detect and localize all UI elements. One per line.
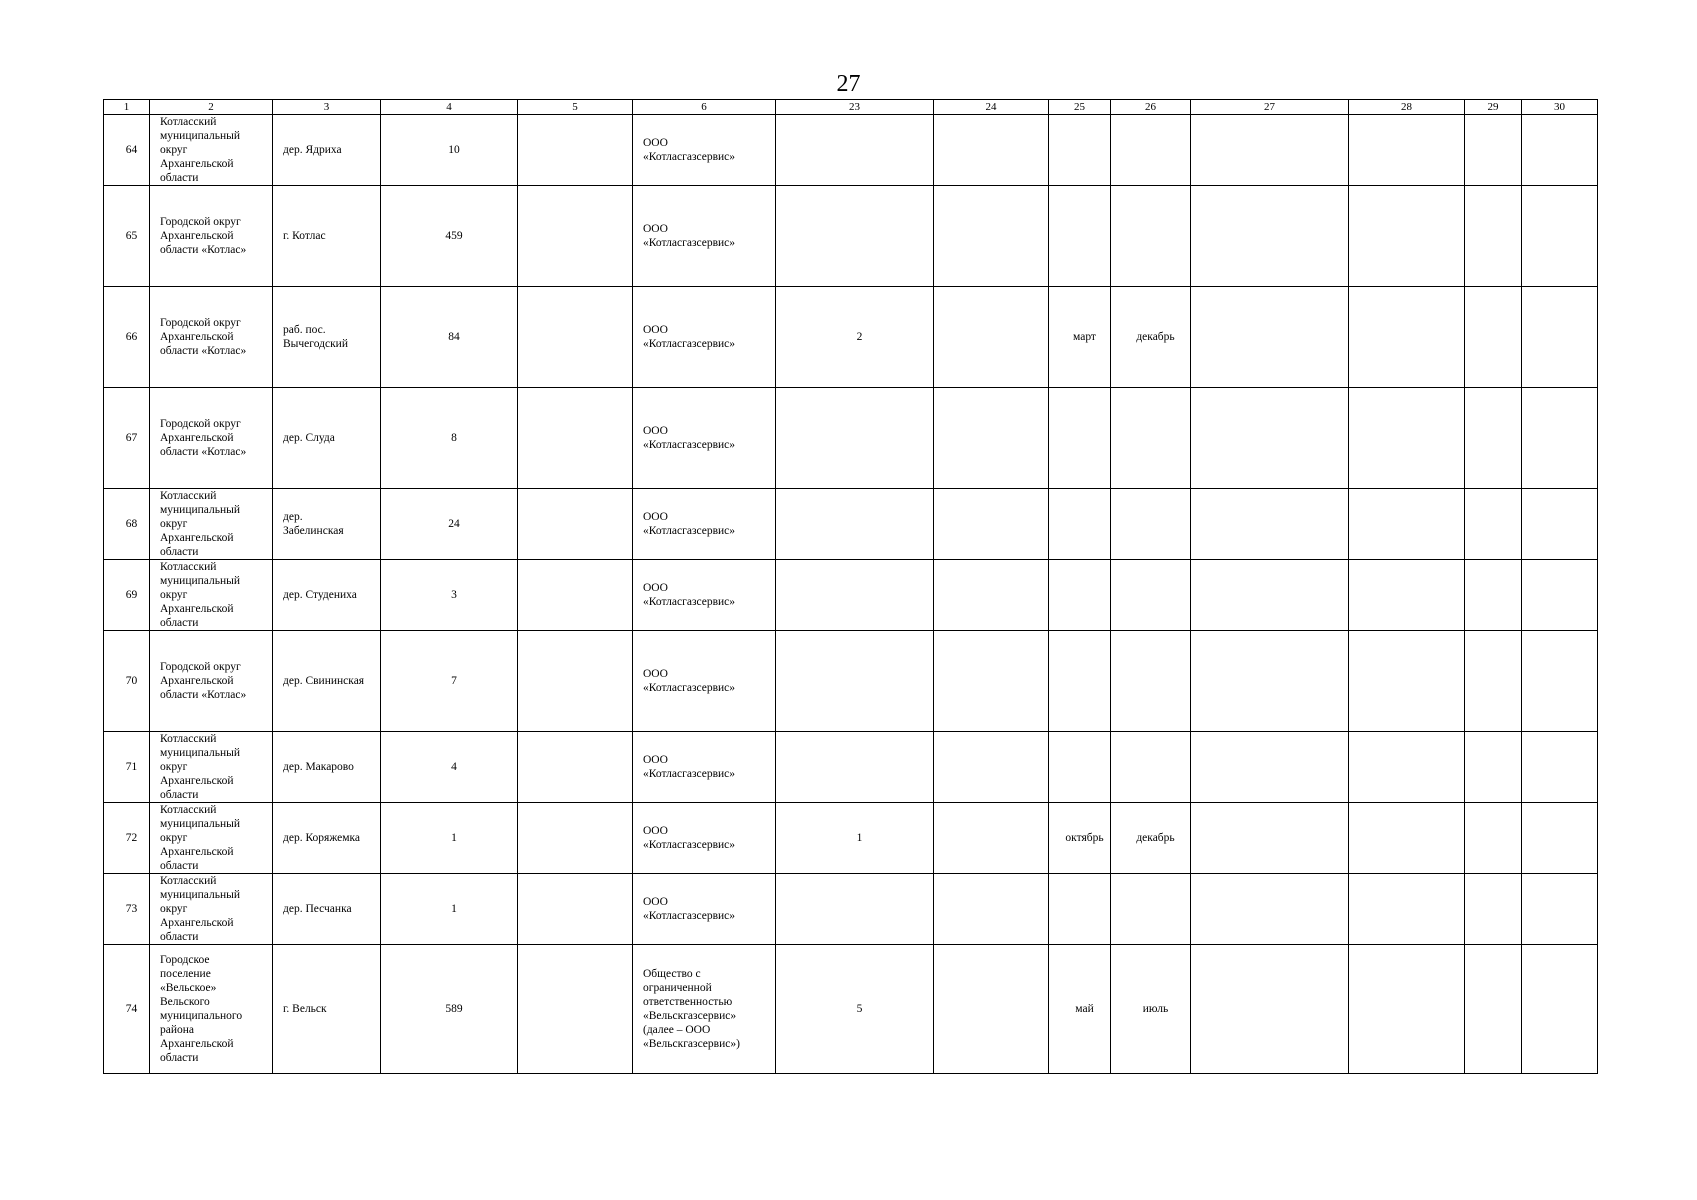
col25-month-cell [1049,489,1111,560]
row-number: 70 [104,631,150,732]
table-row [104,186,1598,287]
col29-cell [1465,388,1522,489]
table-row [104,945,1598,1074]
col5-cell [518,732,633,803]
district-cell: Городской округ Архангельской области «Котлас» [150,631,273,732]
col27-cell [1191,115,1349,186]
table-row [104,803,1598,874]
col27-cell [1191,732,1349,803]
table-row [104,631,1598,732]
place-cell: г. Котлас [273,186,381,287]
col5-cell [518,186,633,287]
col5-cell [518,560,633,631]
col30-cell [1522,803,1598,874]
col26-month-cell [1111,631,1191,732]
col28-cell [1349,945,1465,1074]
col5-cell [518,631,633,732]
schedule-table [103,99,1598,1074]
organization-cell: ООО «Котласгазсервис» [633,732,776,803]
col25-month-cell [1049,631,1111,732]
col29-cell [1465,560,1522,631]
col25-month-cell: май [1049,945,1111,1074]
row-number: 68 [104,489,150,560]
col25-month-cell [1049,732,1111,803]
organization-cell: ООО «Котласгазсервис» [633,631,776,732]
col24-cell [934,874,1049,945]
place-cell: дер. Песчанка [273,874,381,945]
col23-cell [776,874,934,945]
col30-cell [1522,631,1598,732]
column-number: 23 [776,100,934,115]
col28-cell [1349,115,1465,186]
col27-cell [1191,186,1349,287]
organization-cell: ООО «Котласгазсервис» [633,489,776,560]
place-cell: дер. Ядриха [273,115,381,186]
column-number: 3 [273,100,381,115]
place-cell: дер. Забелинская [273,489,381,560]
organization-cell: ООО «Котласгазсервис» [633,388,776,489]
col26-month-cell: июль [1111,945,1191,1074]
count-cell: 7 [381,631,518,732]
column-number: 30 [1522,100,1598,115]
col26-month-cell: декабрь [1111,287,1191,388]
col27-cell [1191,945,1349,1074]
col24-cell [934,489,1049,560]
col28-cell [1349,803,1465,874]
col30-cell [1522,287,1598,388]
place-cell: дер. Коряжемка [273,803,381,874]
column-number: 29 [1465,100,1522,115]
col5-cell [518,115,633,186]
column-number: 4 [381,100,518,115]
col5-cell [518,803,633,874]
table-row [104,287,1598,388]
col25-month-cell [1049,388,1111,489]
district-cell: Городской округ Архангельской области «Котлас» [150,287,273,388]
row-number: 74 [104,945,150,1074]
col24-cell [934,631,1049,732]
col28-cell [1349,874,1465,945]
column-number: 28 [1349,100,1465,115]
col30-cell [1522,115,1598,186]
column-number: 27 [1191,100,1349,115]
count-cell: 589 [381,945,518,1074]
table-row [104,489,1598,560]
col28-cell [1349,732,1465,803]
col29-cell [1465,287,1522,388]
col28-cell [1349,388,1465,489]
col26-month-cell: декабрь [1111,803,1191,874]
col30-cell [1522,388,1598,489]
col24-cell [934,803,1049,874]
col29-cell [1465,803,1522,874]
district-cell: Городское поселение «Вельское» Вельского муниципального района Архангельской области [150,945,273,1074]
row-number: 72 [104,803,150,874]
col23-cell [776,388,934,489]
row-number: 64 [104,115,150,186]
district-cell: Городской округ Архангельской области «Котлас» [150,388,273,489]
col23-cell [776,186,934,287]
col5-cell [518,489,633,560]
col24-cell [934,732,1049,803]
col23-cell: 1 [776,803,934,874]
district-cell: Котласский муниципальный округ Архангельской области [150,732,273,803]
col5-cell [518,388,633,489]
col26-month-cell [1111,732,1191,803]
col27-cell [1191,874,1349,945]
col29-cell [1465,489,1522,560]
col26-month-cell [1111,115,1191,186]
col25-month-cell [1049,560,1111,631]
organization-cell: ООО «Котласгазсервис» [633,115,776,186]
col27-cell [1191,388,1349,489]
col23-cell [776,631,934,732]
row-number: 69 [104,560,150,631]
organization-cell: ООО «Котласгазсервис» [633,186,776,287]
col23-cell: 5 [776,945,934,1074]
column-number-row [104,100,1598,115]
count-cell: 3 [381,560,518,631]
district-cell: Котласский муниципальный округ Архангельской области [150,803,273,874]
col27-cell [1191,287,1349,388]
place-cell: г. Вельск [273,945,381,1074]
col24-cell [934,186,1049,287]
col26-month-cell [1111,489,1191,560]
district-cell: Котласский муниципальный округ Архангельской области [150,115,273,186]
row-number: 66 [104,287,150,388]
col5-cell [518,945,633,1074]
table-row [104,874,1598,945]
col23-cell [776,489,934,560]
count-cell: 10 [381,115,518,186]
column-number: 6 [633,100,776,115]
place-cell: дер. Студениха [273,560,381,631]
organization-cell: ООО «Котласгазсервис» [633,803,776,874]
column-number: 26 [1111,100,1191,115]
row-number: 67 [104,388,150,489]
place-cell: раб. пос. Вычегодский [273,287,381,388]
col30-cell [1522,732,1598,803]
col24-cell [934,945,1049,1074]
col30-cell [1522,874,1598,945]
row-number: 73 [104,874,150,945]
col26-month-cell [1111,560,1191,631]
col5-cell [518,287,633,388]
table-row [104,115,1598,186]
col5-cell [518,874,633,945]
district-cell: Котласский муниципальный округ Архангельской области [150,489,273,560]
col29-cell [1465,732,1522,803]
district-cell: Городской округ Архангельской области «Котлас» [150,186,273,287]
col26-month-cell [1111,388,1191,489]
organization-cell: ООО «Котласгазсервис» [633,287,776,388]
col29-cell [1465,186,1522,287]
count-cell: 24 [381,489,518,560]
place-cell: дер. Свининская [273,631,381,732]
col26-month-cell [1111,186,1191,287]
col29-cell [1465,631,1522,732]
col24-cell [934,287,1049,388]
col23-cell [776,732,934,803]
col27-cell [1191,803,1349,874]
col28-cell [1349,560,1465,631]
count-cell: 4 [381,732,518,803]
col28-cell [1349,186,1465,287]
col30-cell [1522,186,1598,287]
col29-cell [1465,874,1522,945]
col27-cell [1191,631,1349,732]
col25-month-cell: март [1049,287,1111,388]
table-row [104,732,1598,803]
col24-cell [934,388,1049,489]
column-number: 25 [1049,100,1111,115]
col30-cell [1522,489,1598,560]
district-cell: Котласский муниципальный округ Архангельской области [150,874,273,945]
table-row [104,560,1598,631]
page-number: 27 [836,71,861,97]
place-cell: дер. Макарово [273,732,381,803]
col27-cell [1191,489,1349,560]
organization-cell: ООО «Котласгазсервис» [633,560,776,631]
column-number: 2 [150,100,273,115]
column-number: 5 [518,100,633,115]
column-number: 1 [104,100,150,115]
count-cell: 1 [381,803,518,874]
col30-cell [1522,560,1598,631]
col25-month-cell [1049,115,1111,186]
col29-cell [1465,115,1522,186]
col27-cell [1191,560,1349,631]
col28-cell [1349,489,1465,560]
count-cell: 459 [381,186,518,287]
row-number: 71 [104,732,150,803]
table-row [104,388,1598,489]
col26-month-cell [1111,874,1191,945]
col23-cell [776,560,934,631]
count-cell: 84 [381,287,518,388]
col29-cell [1465,945,1522,1074]
col28-cell [1349,287,1465,388]
col24-cell [934,115,1049,186]
district-cell: Котласский муниципальный округ Архангельской области [150,560,273,631]
col25-month-cell: октябрь [1049,803,1111,874]
col23-cell [776,115,934,186]
col28-cell [1349,631,1465,732]
column-number: 24 [934,100,1049,115]
col24-cell [934,560,1049,631]
count-cell: 1 [381,874,518,945]
col25-month-cell [1049,186,1111,287]
count-cell: 8 [381,388,518,489]
organization-cell: ООО «Котласгазсервис» [633,874,776,945]
col30-cell [1522,945,1598,1074]
organization-cell: Общество с ограниченной ответственностью «Вельскгазсервис» (далее – ООО «Вельскгазсервис») [633,945,776,1074]
col25-month-cell [1049,874,1111,945]
row-number: 65 [104,186,150,287]
place-cell: дер. Слуда [273,388,381,489]
col23-cell: 2 [776,287,934,388]
